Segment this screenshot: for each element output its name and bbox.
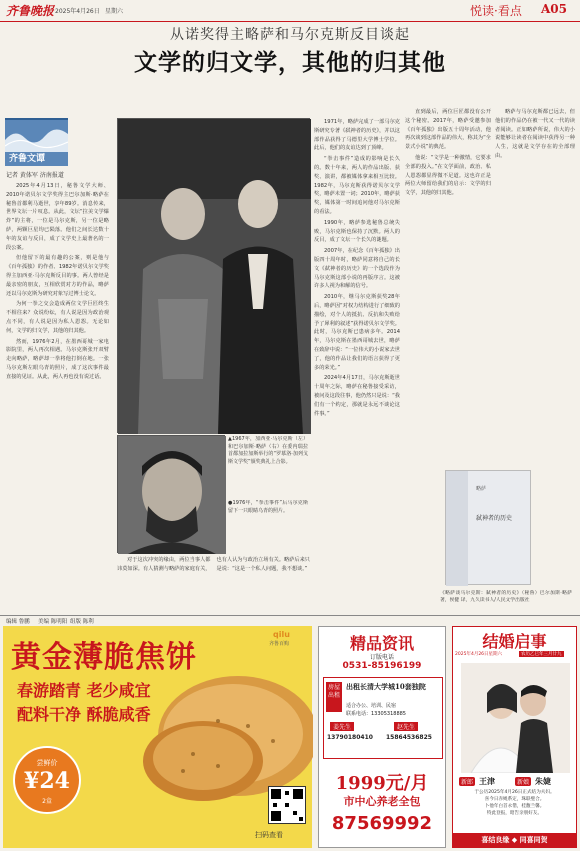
blessing-line: 于公历2025年4月26日正式结为夫妇。 (474, 790, 555, 795)
paragraph: “拳击事件”造成的影响是长久的。数十年来，两人的作品出版、获奖、演讲，都被媒体拿来相互比较。1982年，马尔克斯获得诺贝尔文学奖，略萨未置一词；2010年，略萨获奖，媒体第一时间追问他对马尔克斯的看法。 (314, 156, 400, 215)
classifieds-title: 精品资讯 (349, 634, 414, 653)
contact-left: 姜先生 (330, 722, 354, 731)
groom-name: 王津 (479, 776, 495, 786)
rental-line-1: 适合办公、培训、民宿 (346, 703, 397, 709)
column-name: 齐鲁文谭 (9, 154, 46, 164)
phone-left: 13790180410 (327, 734, 373, 741)
ad-slogan-2: 配料干净 酥脆咸香 (17, 705, 151, 724)
article-headline: 文学的归文学，其他的归其他 (134, 49, 446, 76)
classifieds-phone-top: 0531-85196199 (342, 661, 422, 671)
designer-credit: 美编 陈明阳 (38, 619, 68, 625)
price-subtitle: 市中心养老全包 (343, 795, 421, 808)
book-title: 弑神者的历史 (476, 515, 513, 522)
paragraph: 然而，1976年2月，在墨西哥城一家电影院里，两人再次相遇。马尔克斯张开双臂走向略萨，略萨却一拳将他打倒在地。一张马尔克斯左眼乌青的照片，成了这次事件最直接的见证。从此，两人再也没有说过话。 (6, 338, 109, 380)
paragraph: 2024年4月17日，马尔克斯逝世十周年之际，略萨在秘鲁接受采访，被问及这段往事，他仍然只是说：“我们有一个约定，那就是永远不谈论这件事。” (314, 375, 400, 417)
ad-biscuit[interactable] (3, 626, 312, 848)
book-author: 略萨 (476, 486, 487, 492)
blessing-line: 喜今日赤绳系定，珠联璧合。 (484, 797, 545, 802)
bride-name: 朱婕 (535, 776, 551, 786)
rental-heading: 出租长清大学城10套独院 (346, 682, 426, 691)
wedding-date: 2025年4月26日星期六 (455, 652, 503, 657)
section-title: 悦读·看点 (470, 4, 522, 18)
price-badge (13, 746, 81, 814)
masthead: 齐鲁晚报 (6, 4, 55, 18)
layout-credit: 组版 陈利 (70, 619, 94, 625)
price-value: ¥24 (24, 768, 70, 794)
byline: 记者 黄体军 济南报道 (6, 172, 64, 179)
issue-weekday: 星期六 (105, 8, 124, 15)
price-big: 1999元/月 (335, 773, 429, 794)
footer-rule (0, 615, 580, 616)
wedding-lunar: 农历乙巳年三月廿九 (521, 652, 562, 657)
ad-classifieds[interactable] (318, 626, 446, 848)
paragraph: 1990年，略萨参选秘鲁总统失败，马尔克斯也保持了沉默。两人的反目，成了文坛一个长久的谜题。 (314, 219, 400, 244)
column-1 (6, 182, 109, 570)
phone-bottom: 87569992 (331, 813, 433, 834)
wedding-blessing (457, 789, 572, 817)
paragraph: 2007年，在纪念《百年孤独》出版四十周年时，略萨同意将自己的长文《弑神者的历史》的一个选段作为马尔克斯这部小说的再版序言。这被许多人视为和解的信号。 (314, 248, 400, 290)
header-rule (0, 21, 580, 22)
wedding-title: 结婚启事 (482, 632, 547, 651)
book-cover (445, 470, 531, 585)
price-label: 尝鲜价 (36, 759, 58, 767)
paragraph: 他说：“文学是一种激情，它要求全部的投入。”在文学面前，政治、私人恩怨都显得微不足道。这也许正是两位大师留给我们的启示：文学的归文学，其他的归其他。 (405, 154, 491, 197)
editor-credit: 编辑 鲁鹏 (6, 619, 30, 625)
blessing-line: 卜他年白首永偕，桂馥兰馨。 (484, 804, 545, 809)
ad-slogan-1: 春游踏青 老少咸宜 (17, 681, 151, 700)
paragraph: 1971年，略萨完成了一部马尔克斯研究专著《弑神者的历史》，并以这部作品获得了马德里大学博士学位。此后，他们的友谊达到了顶峰。 (314, 119, 400, 152)
paragraph: 为何一拳之交会造成两位文学巨匠终生不相往来？众说纷纭，有人说是因为政治观点不同，有人说是因为私人恩怨。无论如何，文学的归文学，其他的归其他。 (6, 301, 109, 334)
article-kicker: 从诺奖得主略萨和马尔克斯反目谈起 (170, 27, 410, 43)
paragraph: 略萨与马尔克斯都已远去，但他们的作品仍在被一代又一代的读者阅读。正如略萨所说，伟大的小说能够让读者在阅读中获得另一种人生，这就是文学存在的全部理由。 (495, 109, 575, 159)
wave-icon (5, 120, 68, 152)
phone-right: 15864536825 (386, 734, 432, 741)
brand-subtitle: 齐鲁百购 (269, 641, 290, 647)
book-caption: 《略萨谈马尔克斯：弑神者的历史》（秘鲁）巴尔加斯·略萨 著，侯健 译，九久读书人/人民文学出版社 (440, 591, 572, 603)
classifieds-subtitle: 订版电话 (369, 654, 394, 661)
bride-label: 新娘 (517, 779, 530, 786)
main-photo (117, 118, 310, 433)
photo-caption-small: ●1976年，“拳击事件”后马尔克斯留下一只眼睛乌青的照片。 (228, 500, 308, 514)
photo-caption-main: ▲1967年，加西亚·马尔克斯（左）和巴尔加斯·略萨（右）在委内瑞拉首都加拉加斯举行的“罗慕洛·加列戈斯文学奖”颁奖典礼上合影。 (228, 436, 308, 465)
portrait-icon (118, 436, 226, 554)
column-logo (5, 118, 68, 166)
qr-code-icon[interactable] (268, 786, 306, 824)
scan-text: 扫码查看 (255, 831, 283, 839)
rental-label: 房屋出租 (326, 682, 342, 712)
paragraph: 直到最后，两位巨匠都没有公开这个秘密。2017年，略萨受邀参加《百年孤独》出版五十周年活动，他再次谈到这部作品的伟大，称其为“全景式小说”的典范。 (405, 109, 491, 151)
blessing-line: 特此登报，昭告亲朋好友。 (486, 811, 543, 816)
page-number: A05 (541, 2, 568, 16)
couple-icon (461, 663, 570, 773)
paragraph: 2010年，继马尔克斯获奖28年后，略萨因“对权力结构进行了细致的描绘，对个人的抵抗、反抗和失败给予了犀利的叙述”获得诺贝尔文学奖。此时，马尔克斯已患病多年。2014年，马尔克斯在墨西哥城去世，略萨在致辞中说：“一位伟大的小说家去世了，他的作品让我们的语言获得了更多的荣光。” (314, 294, 400, 371)
column-3 (314, 118, 400, 613)
column-2-lower (117, 556, 310, 611)
wedding-photo (461, 663, 570, 773)
column-5 (495, 108, 575, 428)
ad-biscuit-title: 黄金薄脆焦饼 (11, 640, 197, 675)
rental-box (323, 677, 443, 759)
small-photo (117, 435, 225, 553)
groom-label: 新郎 (461, 779, 474, 786)
column-4 (405, 108, 491, 428)
contact-right: 赵先生 (394, 722, 418, 731)
photo-figures-icon (118, 119, 311, 434)
price-unit: 2盒 (42, 798, 52, 805)
book-spine (446, 471, 468, 586)
paragraph: 2025年4月13日，秘鲁文学大师、2010年诺贝尔文学奖得主巴尔加斯·略萨在秘鲁首都利马逝世，享年89岁。消息传来，世界文坛一片叹息。从此，文坛“拉美文学爆炸”的主将，一位是马尔克斯，另一位是略萨，两颗巨星均已陨落。他们之间长达数十年的友谊与反目，成了文学史上最著名的一段公案。 (6, 183, 109, 251)
paragraph: 但他留下的最有趣的公案，则是他与《百年孤独》的作者、1982年诺贝尔文学奖得主加西亚·马尔克斯反目的事。两人曾经是最亲密的朋友，互相欣赏对方的作品，略萨还以马尔克斯为研究对象写过博士论文。 (6, 255, 109, 297)
rental-line-2: 联系电话：13305318885 (346, 711, 406, 717)
ad-wedding[interactable] (452, 626, 577, 848)
brand-logo: qilu (273, 630, 290, 639)
wedding-footer: 喜结良缘 ◆ 同喜同贺 (453, 833, 576, 847)
issue-date: 2025年4月26日 (55, 8, 100, 15)
paragraph: 对于这次冲突的缘由，两位当事人都讳莫如深。有人猜测与略萨的家庭有关，也有人认为与政治立场有关。略萨后来只是说：“这是一个私人问题，我不想谈。” (117, 557, 310, 572)
